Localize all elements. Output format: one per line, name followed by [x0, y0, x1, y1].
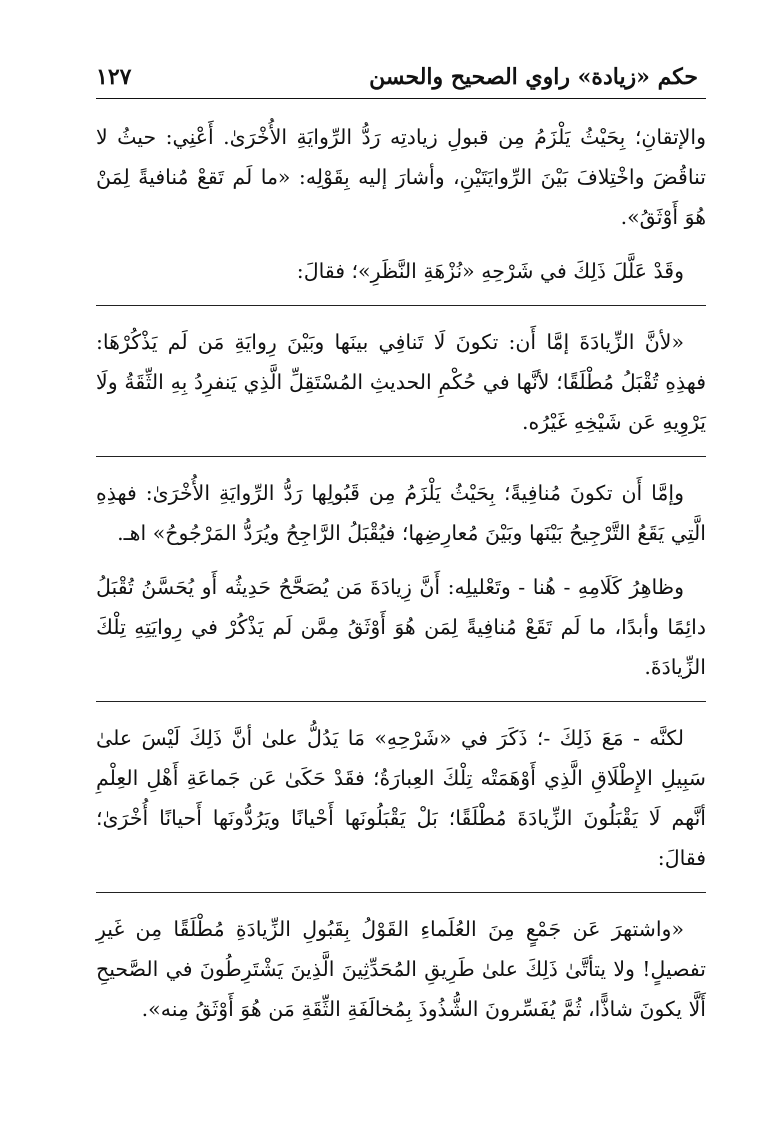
page-number: ١٢٧: [96, 64, 132, 90]
page-body: [96, 117, 706, 1029]
page-header: [96, 58, 706, 99]
running-title: حكم «زيادة» راوي الصحيح والحسن: [369, 64, 698, 90]
book-page: [96, 58, 706, 1043]
divider: [96, 456, 706, 457]
quoted-paragraph: وإمَّا أَن تكونَ مُنافِيةً؛ بِحَيْثُ يَلْزَمُ مِن قَبُولِها رَدُّ الرِّوايَةِ الأُخْرَىٰ: فهذِهِ الَّتِي يَقَعُ التَّرْجِيحُ بَيْنَها وبَيْنَ مُعارِضِها؛ فيُقْبَلُ الرَّاجِحُ ويُرَدُّ المَرْجُوحُ» اهـ.: [96, 481, 706, 545]
paragraph: والإتقانِ؛ بِحَيْثُ يَلْزَمُ مِن قبولِ زيادتِه رَدُّ الرِّوايَةِ الأُخْرَىٰ. أَعْنِي: حيثُ لا تناقُضَ واخْتِلافَ بَيْنَ الرِّوايَتَيْنِ، وأشارَ إليه بِقَوْلِه: «ما لَم تَقعْ مُنافيةً لِمَنْ هُوَ أَوْثَقُ».: [96, 125, 706, 229]
quoted-paragraph: «واشتهرَ عَن جَمْعٍ مِنَ العُلَماءِ القَوْلُ بِقَبُولِ الزِّيادَةِ مُطْلَقًا مِن غَيرِ تفصيلٍ! ولا يتأتَّىٰ ذَلِكَ علىٰ طَرِيقِ المُحَدِّثِينَ الَّذِينَ يَشْتَرِطُونَ في الصَّحيحِ أَلَّا يكونَ شاذًّا، ثُمَّ يُفَسِّرونَ الشُّذُوذَ بِمُخالَفَةِ الثِّقَةِ مَن هُوَ أَوْثَقُ مِنه».: [96, 917, 706, 1021]
divider: [96, 701, 706, 702]
paragraph: وقَدْ عَلَّلَ ذَلِكَ في شَرْحِهِ «نُزْهَةِ النَّظَرِ»؛ فقالَ:: [296, 259, 684, 283]
divider: [96, 305, 706, 306]
paragraph: وظاهِرُ كَلَامِهِ - هُنا - وتَعْليلِه: أَنَّ زِيادَةَ مَن يُصَحَّحُ حَدِيثُه أَو يُحَسَّنُ تُقْبَلُ دائِمًا وأبدًا، ما لَم تَقَعْ مُنافِيةً لِمَن هُوَ أَوْثَقُ مِمَّن لَم يَذْكُرْ في رِوايَتِهِ تِلْكَ الزِّيادَةَ.: [96, 575, 706, 679]
divider: [96, 892, 706, 893]
paragraph: لكنَّه - مَعَ ذَلِكَ -؛ ذَكَرَ في «شَرْحِهِ» مَا يَدُلُّ علىٰ أنَّ ذَلِكَ لَيْسَ علىٰ سَبِيلِ الإِطْلَاقِ الَّذِي أَوْهَمَتْه تِلْكَ العِبارَةُ؛ فقَدْ حَكَىٰ عَن جَماعَةِ أَهْلِ العِلْمِ أنَّهم لَا يَقْبَلُونَ الزِّيادَةَ مُطْلَقًا؛ بَلْ يَقْبَلُونَها أَحْيانًا ويَرُدُّونَها أَحيانًا أُخْرَىٰ؛ فقالَ:: [96, 726, 706, 870]
quoted-paragraph: «لأنَّ الزِّيادَةَ إمَّا أَن: تكونَ لَا تَنافِي بينَها وبَيْنَ رِوايَةِ مَن لَم يَذْكُرْهَا: فهذِهِ تُقْبَلُ مُطْلَقًا؛ لأنَّها في حُكْمِ الحديثِ المُسْتَقِلِّ الَّذِي يَنفرِدُ بِهِ الثِّقَةُ ولَا يَرْوِيهِ عَن شَيْخِهِ غَيْرُه.: [96, 330, 706, 434]
